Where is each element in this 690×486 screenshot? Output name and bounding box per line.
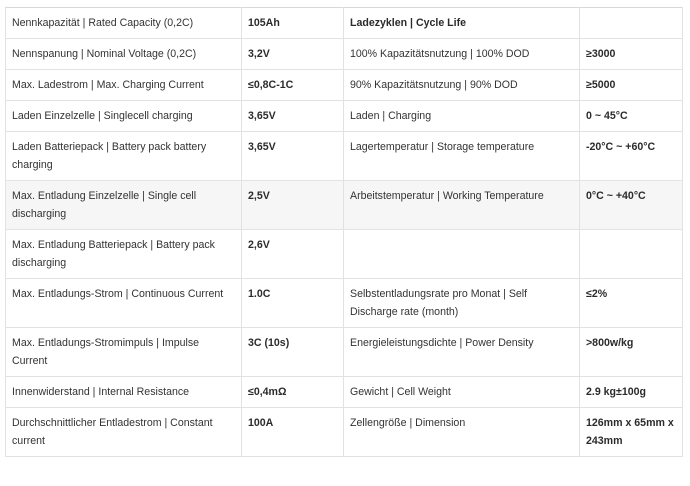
row-label: Max. Entladungs-Strom | Continuous Current	[6, 279, 242, 328]
row-label-right: 100% Kapazitätsnutzung | 100% DOD	[344, 39, 580, 70]
row-label: Laden Batteriepack | Battery pack battery charging	[6, 132, 242, 181]
row-value-right	[580, 8, 683, 39]
row-label-right: Laden | Charging	[344, 101, 580, 132]
row-value-right: -20°C ~ +60°C	[580, 132, 683, 181]
table-row	[6, 70, 683, 101]
row-label: Max. Entladung Einzelzelle | Single cell discharging	[6, 181, 242, 230]
table-row	[6, 230, 683, 279]
row-value-right: 0°C ~ +40°C	[580, 181, 683, 230]
table-row	[6, 8, 683, 39]
row-label-right: Arbeitstemperatur | Working Temperature	[344, 181, 580, 230]
row-value: 2,5V	[242, 181, 344, 230]
row-value-right: ≥3000	[580, 39, 683, 70]
table-row	[6, 279, 683, 328]
row-value: ≤0,8C-1C	[242, 70, 344, 101]
row-label-right: Selbstentladungsrate pro Monat | Self Discharge rate (month)	[344, 279, 580, 328]
row-label: Max. Ladestrom | Max. Charging Current	[6, 70, 242, 101]
row-value-right: 2.9 kg±100g	[580, 377, 683, 408]
row-value: 3C (10s)	[242, 328, 344, 377]
row-value: ≤0,4mΩ	[242, 377, 344, 408]
row-label-right: Ladezyklen | Cycle Life	[344, 8, 580, 39]
row-value-right: 0 ~ 45°C	[580, 101, 683, 132]
row-label: Max. Entladungs-Stromimpuls | Impulse Current	[6, 328, 242, 377]
row-value: 1.0C	[242, 279, 344, 328]
row-label: Max. Entladung Batteriepack | Battery pack discharging	[6, 230, 242, 279]
table-row	[6, 101, 683, 132]
table-row	[6, 132, 683, 181]
row-label: Nennspanung | Nominal Voltage (0,2C)	[6, 39, 242, 70]
table-row	[6, 408, 683, 457]
row-label-right: Zellengröße | Dimension	[344, 408, 580, 457]
table-row	[6, 39, 683, 70]
table-row	[6, 181, 683, 230]
row-value: 105Ah	[242, 8, 344, 39]
row-value-right: ≤2%	[580, 279, 683, 328]
row-label-right: Energieleistungsdichte | Power Density	[344, 328, 580, 377]
row-value-right: ≥5000	[580, 70, 683, 101]
row-value: 100A	[242, 408, 344, 457]
row-label: Innenwiderstand | Internal Resistance	[6, 377, 242, 408]
spec-table	[5, 7, 683, 457]
row-value-right: 126mm x 65mm x 243mm	[580, 408, 683, 457]
row-label-right	[344, 230, 580, 279]
table-row	[6, 377, 683, 408]
row-label-right: Lagertemperatur | Storage temperature	[344, 132, 580, 181]
row-label: Nennkapazität | Rated Capacity (0,2C)	[6, 8, 242, 39]
row-value: 2,6V	[242, 230, 344, 279]
row-label: Laden Einzelzelle | Singlecell charging	[6, 101, 242, 132]
row-label-right: 90% Kapazitätsnutzung | 90% DOD	[344, 70, 580, 101]
row-label-right: Gewicht | Cell Weight	[344, 377, 580, 408]
row-value: 3,65V	[242, 132, 344, 181]
row-value-right: >800w/kg	[580, 328, 683, 377]
row-value: 3,65V	[242, 101, 344, 132]
row-value: 3,2V	[242, 39, 344, 70]
row-label: Durchschnittlicher Entladestrom | Constant current	[6, 408, 242, 457]
row-value-right	[580, 230, 683, 279]
table-row	[6, 328, 683, 377]
